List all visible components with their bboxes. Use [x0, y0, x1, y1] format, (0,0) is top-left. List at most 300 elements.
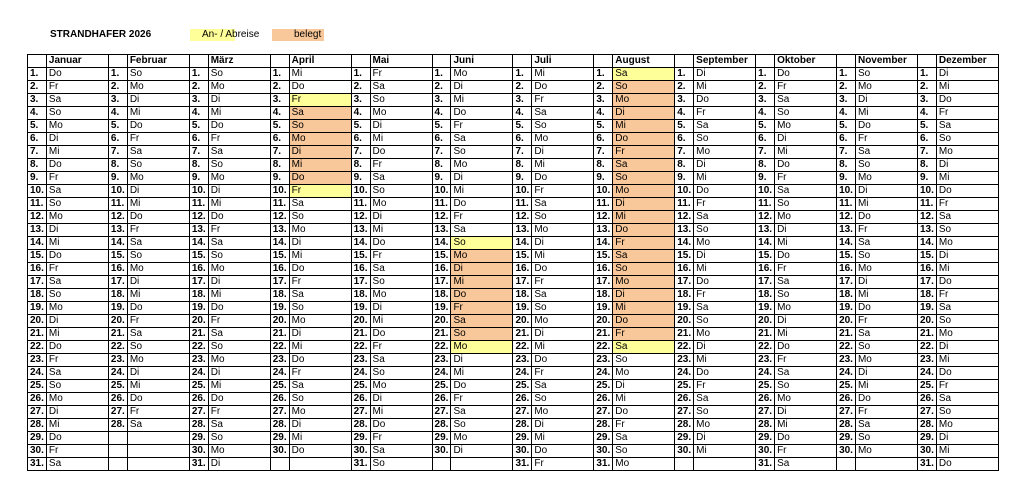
day-number: 19.: [432, 302, 451, 315]
weekday-cell: Sa: [613, 341, 675, 354]
weekday-cell: So: [855, 432, 917, 445]
weekday-cell: Mi: [694, 81, 756, 94]
day-number: 26.: [270, 393, 289, 406]
day-number: 28.: [917, 419, 936, 432]
weekday-cell: Do: [532, 172, 594, 185]
weekday-cell: So: [855, 68, 917, 81]
weekday-cell: So: [936, 406, 998, 419]
day-number: 2.: [108, 81, 127, 94]
day-row: [28, 302, 999, 315]
day-number: 25.: [837, 380, 856, 393]
weekday-cell: So: [370, 276, 432, 289]
day-number: 6.: [917, 133, 936, 146]
weekday-cell: Di: [855, 367, 917, 380]
day-number: 13.: [594, 224, 613, 237]
weekday-cell: Mo: [289, 315, 351, 328]
day-number: 21.: [594, 328, 613, 341]
day-number: 16.: [675, 263, 694, 276]
day-number: 8.: [28, 159, 47, 172]
weekday-cell: Mi: [127, 107, 189, 120]
weekday-cell: So: [370, 458, 432, 471]
day-number: 29.: [756, 432, 775, 445]
day-number: 31.: [756, 458, 775, 471]
day-number: 8.: [351, 159, 370, 172]
day-row: [28, 211, 999, 224]
weekday-cell: Di: [532, 419, 594, 432]
day-number: [270, 458, 289, 471]
day-number: 8.: [189, 159, 208, 172]
day-number: 15.: [351, 250, 370, 263]
day-number: 2.: [837, 81, 856, 94]
day-number: 18.: [594, 289, 613, 302]
day-number: 24.: [432, 367, 451, 380]
weekday-cell: Di: [694, 159, 756, 172]
day-number: 26.: [28, 393, 47, 406]
weekday-cell: Do: [46, 68, 108, 81]
day-number: 9.: [351, 172, 370, 185]
day-number: 15.: [108, 250, 127, 263]
day-number: 11.: [756, 198, 775, 211]
day-number: 10.: [432, 185, 451, 198]
day-number: 6.: [189, 133, 208, 146]
day-number: 15.: [837, 250, 856, 263]
weekday-cell: Fr: [451, 211, 513, 224]
day-number: 1.: [917, 68, 936, 81]
day-number: 11.: [189, 198, 208, 211]
weekday-cell: Do: [370, 237, 432, 250]
weekday-cell: Di: [370, 393, 432, 406]
day-number: 12.: [189, 211, 208, 224]
day-number: 14.: [837, 237, 856, 250]
weekday-cell: Fr: [936, 198, 998, 211]
weekday-cell: So: [855, 250, 917, 263]
weekday-cell: Di: [532, 146, 594, 159]
weekday-cell: Sa: [936, 120, 998, 133]
day-number: 12.: [837, 211, 856, 224]
weekday-cell: Mo: [694, 419, 756, 432]
day-number: 3.: [28, 94, 47, 107]
month-header-spacer: [594, 55, 613, 68]
weekday-cell: Fr: [532, 458, 594, 471]
weekday-cell: Do: [855, 211, 917, 224]
day-number: 17.: [28, 276, 47, 289]
weekday-cell: Mo: [208, 172, 270, 185]
day-number: 22.: [917, 341, 936, 354]
weekday-cell: Sa: [694, 120, 756, 133]
day-number: 20.: [837, 315, 856, 328]
day-number: [432, 458, 451, 471]
day-number: 2.: [270, 81, 289, 94]
weekday-cell: Mo: [46, 211, 108, 224]
weekday-cell: Di: [370, 120, 432, 133]
day-number: 15.: [28, 250, 47, 263]
day-number: 18.: [28, 289, 47, 302]
weekday-cell: Di: [936, 159, 998, 172]
day-number: 13.: [432, 224, 451, 237]
day-number: 21.: [189, 328, 208, 341]
weekday-cell: So: [936, 224, 998, 237]
weekday-cell: Mo: [936, 146, 998, 159]
weekday-cell: Fr: [694, 380, 756, 393]
day-number: 13.: [189, 224, 208, 237]
day-number: 15.: [513, 250, 532, 263]
day-number: 5.: [270, 120, 289, 133]
weekday-cell: Do: [855, 393, 917, 406]
weekday-cell: [127, 458, 189, 471]
weekday-cell: Sa: [46, 185, 108, 198]
weekday-cell: So: [289, 302, 351, 315]
day-number: 31.: [28, 458, 47, 471]
day-number: 6.: [837, 133, 856, 146]
day-number: 28.: [675, 419, 694, 432]
month-header: Januar: [46, 55, 108, 68]
day-row: [28, 406, 999, 419]
day-number: 30.: [917, 445, 936, 458]
weekday-cell: Fr: [855, 315, 917, 328]
weekday-cell: So: [208, 341, 270, 354]
day-number: 24.: [28, 367, 47, 380]
weekday-cell: Fr: [532, 94, 594, 107]
day-number: 29.: [28, 432, 47, 445]
weekday-cell: So: [208, 68, 270, 81]
day-number: 24.: [270, 367, 289, 380]
weekday-cell: Di: [532, 328, 594, 341]
day-row: [28, 419, 999, 432]
day-number: 29.: [432, 432, 451, 445]
weekday-cell: Mi: [370, 315, 432, 328]
day-number: 20.: [189, 315, 208, 328]
day-number: 8.: [837, 159, 856, 172]
day-number: 4.: [837, 107, 856, 120]
day-number: 16.: [432, 263, 451, 276]
weekday-cell: Sa: [451, 133, 513, 146]
weekday-cell: Sa: [370, 81, 432, 94]
weekday-cell: So: [127, 341, 189, 354]
weekday-cell: Do: [127, 211, 189, 224]
weekday-cell: Fr: [289, 94, 351, 107]
day-number: 24.: [108, 367, 127, 380]
day-number: 4.: [189, 107, 208, 120]
day-number: 27.: [270, 406, 289, 419]
month-header: November: [855, 55, 917, 68]
weekday-cell: So: [289, 393, 351, 406]
day-number: 23.: [675, 354, 694, 367]
weekday-cell: So: [46, 198, 108, 211]
day-row: [28, 133, 999, 146]
weekday-cell: Sa: [208, 237, 270, 250]
day-number: 18.: [108, 289, 127, 302]
weekday-cell: Mo: [127, 263, 189, 276]
day-number: 9.: [837, 172, 856, 185]
weekday-cell: Fr: [127, 224, 189, 237]
day-number: 18.: [756, 289, 775, 302]
weekday-cell: Do: [289, 263, 351, 276]
day-number: 4.: [917, 107, 936, 120]
weekday-cell: [855, 458, 917, 471]
day-number: 13.: [756, 224, 775, 237]
weekday-cell: Fr: [613, 146, 675, 159]
day-number: 11.: [432, 198, 451, 211]
weekday-cell: Fr: [775, 354, 837, 367]
day-number: 7.: [675, 146, 694, 159]
weekday-cell: So: [208, 250, 270, 263]
weekday-cell: Sa: [127, 328, 189, 341]
weekday-cell: Do: [289, 81, 351, 94]
day-number: 16.: [513, 263, 532, 276]
weekday-cell: Di: [370, 211, 432, 224]
day-number: 24.: [513, 367, 532, 380]
weekday-cell: Di: [694, 250, 756, 263]
weekday-cell: Do: [694, 276, 756, 289]
day-number: 15.: [432, 250, 451, 263]
weekday-cell: Mo: [370, 380, 432, 393]
weekday-cell: Mo: [855, 263, 917, 276]
day-number: 30.: [270, 445, 289, 458]
weekday-cell: Mo: [775, 211, 837, 224]
day-number: 9.: [108, 172, 127, 185]
day-number: 3.: [675, 94, 694, 107]
day-number: 22.: [837, 341, 856, 354]
weekday-cell: So: [532, 393, 594, 406]
weekday-cell: Fr: [451, 120, 513, 133]
weekday-cell: Fr: [775, 81, 837, 94]
weekday-cell: Mi: [208, 198, 270, 211]
day-number: 3.: [756, 94, 775, 107]
day-row: [28, 198, 999, 211]
month-header: August: [613, 55, 675, 68]
day-number: 30.: [351, 445, 370, 458]
day-number: 23.: [837, 354, 856, 367]
month-header-spacer: [837, 55, 856, 68]
weekday-cell: [127, 432, 189, 445]
day-number: 20.: [28, 315, 47, 328]
day-number: 1.: [108, 68, 127, 81]
weekday-cell: Mi: [370, 133, 432, 146]
day-number: 3.: [432, 94, 451, 107]
day-number: 13.: [351, 224, 370, 237]
weekday-cell: So: [451, 328, 513, 341]
weekday-cell: Do: [451, 198, 513, 211]
day-number: 4.: [513, 107, 532, 120]
day-number: 17.: [270, 276, 289, 289]
day-number: 12.: [28, 211, 47, 224]
day-number: 21.: [270, 328, 289, 341]
day-number: 21.: [351, 328, 370, 341]
day-number: 18.: [189, 289, 208, 302]
day-number: 29.: [594, 432, 613, 445]
day-row: [28, 341, 999, 354]
weekday-cell: So: [532, 120, 594, 133]
day-number: 29.: [351, 432, 370, 445]
weekday-cell: Di: [208, 94, 270, 107]
weekday-cell: Mi: [289, 68, 351, 81]
day-number: 30.: [28, 445, 47, 458]
weekday-cell: So: [775, 380, 837, 393]
weekday-cell: Sa: [855, 146, 917, 159]
day-number: 9.: [432, 172, 451, 185]
day-number: 29.: [675, 432, 694, 445]
weekday-cell: Mo: [370, 198, 432, 211]
day-row: [28, 159, 999, 172]
day-number: 28.: [28, 419, 47, 432]
day-number: 26.: [594, 393, 613, 406]
day-number: 9.: [756, 172, 775, 185]
day-number: 10.: [189, 185, 208, 198]
weekday-cell: Mi: [532, 341, 594, 354]
day-number: 8.: [270, 159, 289, 172]
day-number: 7.: [270, 146, 289, 159]
weekday-cell: Fr: [46, 172, 108, 185]
weekday-cell: Mi: [936, 263, 998, 276]
weekday-cell: Fr: [775, 263, 837, 276]
day-number: 7.: [108, 146, 127, 159]
weekday-cell: Mo: [46, 393, 108, 406]
weekday-cell: Do: [532, 445, 594, 458]
weekday-cell: Fr: [46, 263, 108, 276]
weekday-cell: Mi: [613, 211, 675, 224]
day-number: 27.: [675, 406, 694, 419]
day-number: 30.: [837, 445, 856, 458]
day-number: 23.: [108, 354, 127, 367]
day-row: [28, 81, 999, 94]
day-number: 21.: [432, 328, 451, 341]
weekday-cell: Di: [775, 224, 837, 237]
weekday-cell: Mo: [613, 367, 675, 380]
weekday-cell: Mi: [370, 224, 432, 237]
weekday-cell: So: [127, 159, 189, 172]
day-number: 30.: [432, 445, 451, 458]
weekday-cell: So: [775, 289, 837, 302]
month-header-spacer: [270, 55, 289, 68]
day-number: 24.: [594, 367, 613, 380]
weekday-cell: Sa: [775, 367, 837, 380]
day-number: 16.: [189, 263, 208, 276]
day-number: 28.: [513, 419, 532, 432]
weekday-cell: Do: [613, 406, 675, 419]
weekday-cell: Do: [208, 211, 270, 224]
day-number: 27.: [594, 406, 613, 419]
day-number: 25.: [432, 380, 451, 393]
day-number: [108, 445, 127, 458]
day-number: 12.: [675, 211, 694, 224]
day-number: 24.: [189, 367, 208, 380]
day-number: 24.: [351, 367, 370, 380]
weekday-cell: Fr: [370, 341, 432, 354]
weekday-cell: Di: [208, 185, 270, 198]
month-header-spacer: [189, 55, 208, 68]
day-row: [28, 120, 999, 133]
month-header-spacer: [351, 55, 370, 68]
weekday-cell: Mi: [936, 81, 998, 94]
weekday-cell: Do: [127, 302, 189, 315]
weekday-cell: Do: [532, 263, 594, 276]
day-number: 2.: [917, 81, 936, 94]
weekday-cell: Mi: [532, 432, 594, 445]
day-number: 23.: [594, 354, 613, 367]
day-number: 6.: [270, 133, 289, 146]
weekday-cell: So: [46, 380, 108, 393]
month-header-spacer: [513, 55, 532, 68]
day-number: 7.: [756, 146, 775, 159]
weekday-cell: Fr: [451, 393, 513, 406]
weekday-cell: Mi: [127, 198, 189, 211]
weekday-cell: Di: [46, 133, 108, 146]
day-number: [675, 458, 694, 471]
day-number: 3.: [270, 94, 289, 107]
day-number: 2.: [28, 81, 47, 94]
weekday-cell: Sa: [46, 367, 108, 380]
day-number: 26.: [917, 393, 936, 406]
weekday-cell: Mo: [451, 68, 513, 81]
day-number: 14.: [108, 237, 127, 250]
day-number: 25.: [513, 380, 532, 393]
month-header: Mai: [370, 55, 432, 68]
day-number: 31.: [351, 458, 370, 471]
day-number: 24.: [917, 367, 936, 380]
day-number: 14.: [675, 237, 694, 250]
weekday-cell: Do: [46, 159, 108, 172]
weekday-cell: So: [46, 289, 108, 302]
weekday-cell: Mo: [613, 185, 675, 198]
weekday-cell: [451, 458, 513, 471]
weekday-cell: Di: [775, 133, 837, 146]
weekday-cell: Do: [46, 341, 108, 354]
weekday-cell: So: [613, 445, 675, 458]
day-number: 3.: [108, 94, 127, 107]
day-number: 22.: [594, 341, 613, 354]
day-number: 20.: [432, 315, 451, 328]
weekday-cell: Mo: [694, 146, 756, 159]
weekday-cell: Mi: [208, 107, 270, 120]
day-number: 30.: [513, 445, 532, 458]
day-number: 18.: [917, 289, 936, 302]
weekday-cell: Sa: [855, 419, 917, 432]
weekday-cell: Di: [613, 198, 675, 211]
day-number: 10.: [837, 185, 856, 198]
day-number: 21.: [675, 328, 694, 341]
weekday-cell: Do: [370, 419, 432, 432]
weekday-cell: Di: [208, 367, 270, 380]
day-number: 11.: [675, 198, 694, 211]
weekday-cell: Mi: [451, 367, 513, 380]
day-number: 11.: [594, 198, 613, 211]
day-number: 19.: [675, 302, 694, 315]
month-header-spacer: [108, 55, 127, 68]
weekday-cell: Sa: [775, 94, 837, 107]
day-number: 7.: [28, 146, 47, 159]
day-row: [28, 185, 999, 198]
weekday-cell: Mo: [532, 406, 594, 419]
day-number: 5.: [351, 120, 370, 133]
day-number: 12.: [594, 211, 613, 224]
weekday-cell: Fr: [451, 302, 513, 315]
day-number: 7.: [837, 146, 856, 159]
day-number: 31.: [189, 458, 208, 471]
weekday-cell: Mi: [208, 380, 270, 393]
day-row: [28, 276, 999, 289]
weekday-cell: So: [208, 159, 270, 172]
day-number: 19.: [513, 302, 532, 315]
weekday-cell: [289, 458, 351, 471]
weekday-cell: Mi: [289, 250, 351, 263]
day-row: [28, 328, 999, 341]
day-number: 29.: [917, 432, 936, 445]
day-number: 10.: [351, 185, 370, 198]
weekday-cell: Sa: [694, 393, 756, 406]
day-number: 17.: [351, 276, 370, 289]
day-number: 5.: [189, 120, 208, 133]
day-number: 27.: [28, 406, 47, 419]
